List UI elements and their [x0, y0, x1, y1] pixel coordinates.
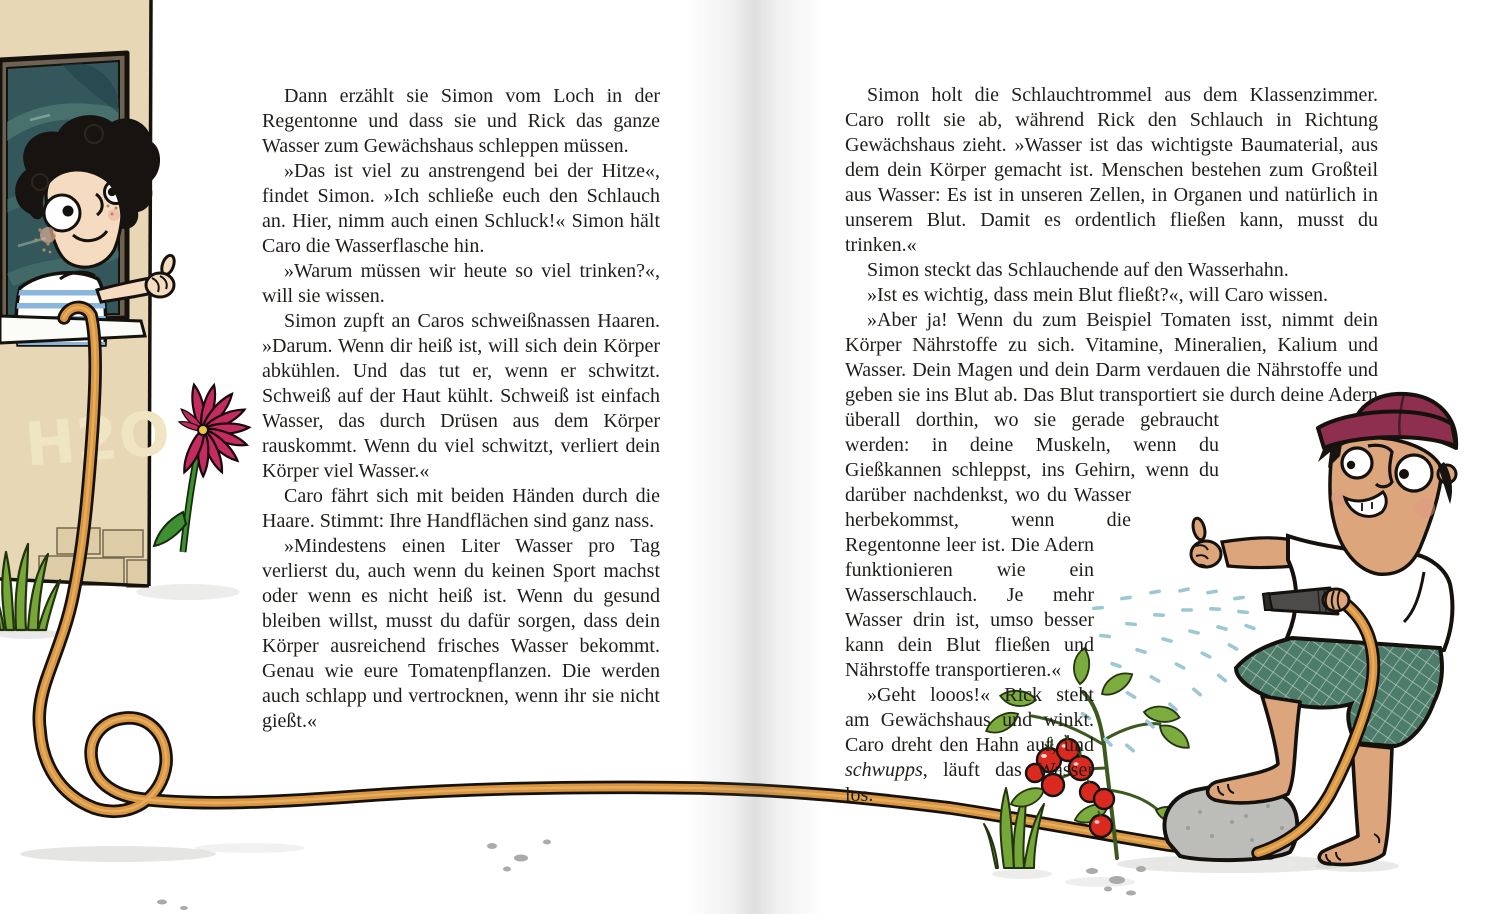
- paragraph: Caro fährt sich mit beiden Händen durch die Haare. Stimmt: Ihre Handflächen sind ganz nass.: [262, 485, 660, 532]
- paragraph: »Aber ja! Wenn du zum Beispiel Tomaten isst, nimmt dein Körper Nährstoffe zu sich. Vitamine, Mineralien, Kalium und Wasser. Dein Magen und dein Darm verdauen die Nährstoffe und geben sie ins Blut ab. Das Blut transportiert sie durch deine Adern überall dorthin, wo sie gerade gebraucht werden: in deine Muskeln, wenn du Gießkannen schleppst, ins Gehirn, wenn du darüber nachdenkst, wo du Wasser herbekommst, wenn die Regentonne leer ist. Die Adern funktionieren wie ein Wasserschlauch. Je mehr Wasser drin ist, umso besser kann dein Blut fließen und Nährstoffe transportieren.«: [845, 309, 1378, 681]
- cheek-blush: [1415, 498, 1435, 518]
- text-wrap-spacer: [1378, 83, 1379, 408]
- cheek-blush: [108, 209, 120, 221]
- paragraph: Simon steckt das Schlauchende auf den Wasserhahn.: [867, 259, 1289, 281]
- paragraph-text: »Geht looos!« Rick steht am Gewächshaus und winkt. Caro dreht den Hahn auf, und: [845, 684, 1094, 756]
- paragraph-text: , läuft das Wasser los.: [845, 759, 1094, 806]
- paragraph: »Das ist viel zu anstrengend bei der Hitze«, findet Simon. »Ich schließe euch den Schlauch an. Hier, nimm auch einen Schluck!« Simon hält Caro die Wasserflasche hin.: [262, 160, 660, 257]
- paragraph: Simon holt die Schlauchtrommel aus dem Klassenzimmer. Caro rollt sie ab, während Rick den Schlauch in Richtung Gewächshaus zieht. »Wasser ist das wichtigste Baumaterial, aus dem dein Körper gemacht ist. Menschen bestehen zum Großteil aus Wasser: Es ist in unseren Zellen, in Organen und natürlich in unserem Blut. Damit es ordentlich fließen kann, musst du trinken.«: [845, 84, 1378, 256]
- italic-word: schwupps: [845, 759, 923, 781]
- text-wrap-spacer: [1131, 483, 1379, 533]
- text-wrap-spacer: [1094, 533, 1379, 793]
- paragraph: Simon zupft an Caros schweißnassen Haaren. »Darum. Wenn dir heiß ist, will sich dein Körper abkühlen. Und das tut er, wenn er schwitzt. Schweiß auf der Haut kühlt. Schweiß ist einfach Wasser, das durch Drüsen aus dem Körper rauskommt. Wenn du viel schwitzt, verliert dein Körper viel Wasser.«: [262, 310, 660, 482]
- paragraph: »Mindestens einen Liter Wasser pro Tag verlierst du, auch wenn du keinen Sport machst oder wenn es nicht heiß ist. Wenn du gesund bleiben willst, musst du dafür sorgen, dass dein Körper ausreichend frisches Wasser bekommt. Genau wie eure Tomatenpflanzen. Die werden auch schlapp und vertrocknen, wenn ihr sie nicht gießt.«: [262, 535, 660, 732]
- paragraph: »Ist es wichtig, dass mein Blut fließt?«, will Caro wissen.: [867, 284, 1329, 306]
- paragraph: Dann erzählt sie Simon vom Loch in der Regentonne und dass sie und Rick das ganze Wasser zum Gewächshaus schleppen müssen.: [262, 85, 660, 157]
- text-wrap-spacer: [1219, 408, 1379, 483]
- right-page-text: [845, 83, 1378, 808]
- h2o-graffiti: H2O: [22, 398, 174, 481]
- paragraph: »Warum müssen wir heute so viel trinken?«, will sie wissen.: [262, 260, 660, 307]
- left-page-text: [262, 84, 660, 734]
